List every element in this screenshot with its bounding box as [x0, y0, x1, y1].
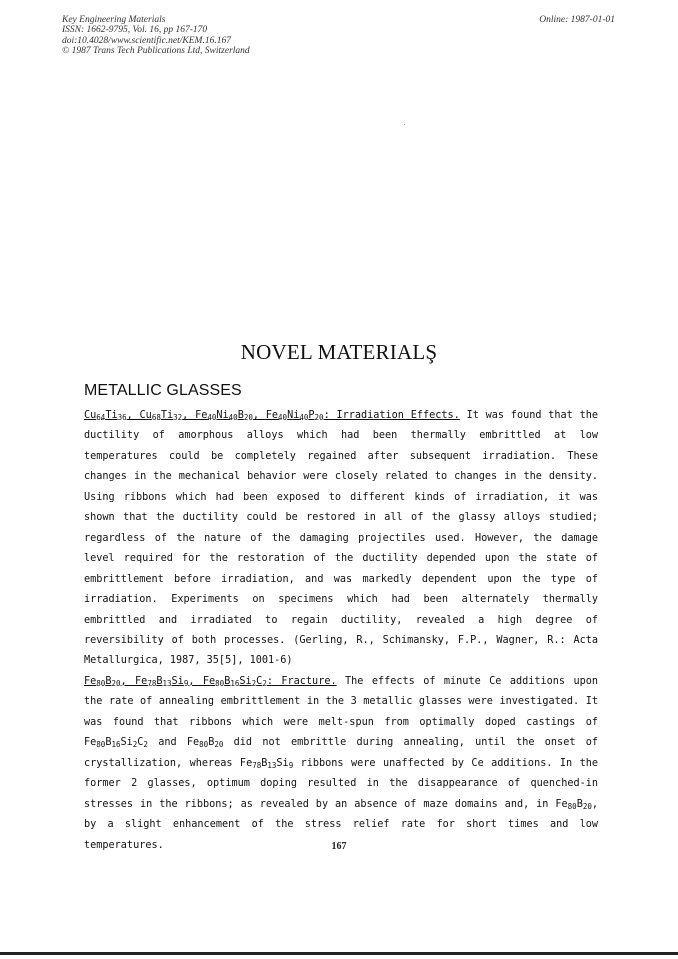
subscript: 2: [262, 678, 267, 688]
subscript: 32: [173, 413, 183, 422]
subscript: 68: [151, 413, 161, 422]
online-date: Online: 1987-01-01: [539, 15, 615, 25]
subscript: 80: [567, 801, 577, 811]
abstract-entry-2: [84, 672, 598, 856]
subscript: 20: [111, 678, 121, 688]
subscript: 16: [111, 740, 121, 750]
subscript: 80: [215, 678, 225, 688]
copyright-line: © 1987 Trans Tech Publications Ltd, Switzerland: [62, 46, 250, 57]
journal-name: Key Engineering Materials: [62, 15, 166, 25]
doi-line[interactable]: doi:10.4028/www.scientific.net/KEM.16.167: [62, 35, 231, 46]
entry-2-text: The effects of minute Ce additions upon the rate of annealing embrittlement in the 3 metallic glasses were investigated. It was found that ribbons which were melt-spun from optimally doped castings of $Fe_{80}B_{16}Si_2C_2$ and $Fe_{80}B_{20}$ did not embrittle during annealing, until the onset of crystallization, whereas $Fe_{78}B_{13}Si_9$ ribbons were unaffected by Ce additions. In the former 2 glasses, optimum doping resulted in the disappearance of quenched-in stresses in the ribbons; as revealed by an absence of maze domains and, in $Fe_{80}B_{20}$, by a slight enhancement of the stress relief rate for short times and low temperatures.: [84, 675, 599, 851]
entry-1-text: It was found that the ductility of amorphous alloys which had been thermally embrittled at low temperatures could be completely regained after subsequent irradiation. These changes in the mechanical behavior were closely related to changes in the density. Using ribbons which had been exposed to different kinds of irradiation, it was shown that the ductility could be restored in all of the glassy alloys studied; regardless of the nature of the damaging projectiles used. However, the damage level required for the restoration of the ductility depended upon the state of embrittlement before irradiation, and was markedly dependent upon the type of irradiation. Experiments on specimens which had been alternately thermally embrittled and irradiated to regain ductility, revealed a high degree of reversibility of both processes. (Gerling, R., Schimansky, F.P., Wagner, R.: Acta Metallurgica, 1987, 35[5], 1001-6): [84, 410, 598, 667]
subscript: 20: [214, 740, 224, 750]
entry-1-heading: $Cu_{64}Ti_{36}$, $Cu_{68}Ti_{32}$, $Fe_{40}Ni_{40}B_{20}$, $Fe_{40}Ni_{40}P_{20}$: Irradiation Effects.: [84, 410, 460, 422]
subscript: 80: [96, 740, 106, 750]
subscript: 20: [243, 413, 253, 422]
subscript: 40: [207, 413, 217, 422]
scan-speck: [404, 124, 405, 125]
entry-2-heading: $Fe_{80}B_{20}$, $Fe_{78}B_{13}Si_9$, $Fe_{80}B_{16}Si_2C_2$: Fracture.: [84, 675, 337, 688]
subscript: 2: [251, 678, 257, 688]
subscript: 80: [96, 678, 106, 688]
abstract-entry-1: [84, 406, 598, 672]
subscript: 80: [199, 740, 209, 750]
subscript: 9: [288, 760, 294, 770]
section-heading: METALLIC GLASSES: [84, 382, 242, 399]
subscript: 13: [267, 760, 277, 770]
journal-metadata: [62, 15, 250, 57]
subscript: 2: [143, 740, 148, 750]
subscript: 36: [117, 413, 127, 422]
issn-line: ISSN: 1662-9795, Vol. 16, pp 167-170: [62, 25, 208, 36]
page-number: 167: [331, 841, 347, 852]
abstract-body: [84, 406, 598, 856]
subscript: 9: [183, 678, 189, 688]
bottom-rule: [0, 952, 678, 955]
subscript: 78: [252, 760, 262, 770]
subscript: 20: [314, 413, 324, 422]
subscript: 20: [582, 801, 592, 811]
subscript: 2: [132, 740, 138, 750]
subscript: 40: [278, 413, 288, 422]
subscript: 78: [147, 678, 157, 688]
subscript: 16: [230, 678, 240, 688]
subscript: 64: [96, 413, 106, 422]
subscript: 13: [162, 678, 172, 688]
page-title: NOVEL MATERIALŞ: [240, 340, 438, 364]
subscript: 40: [299, 413, 309, 422]
subscript: 40: [228, 413, 238, 422]
